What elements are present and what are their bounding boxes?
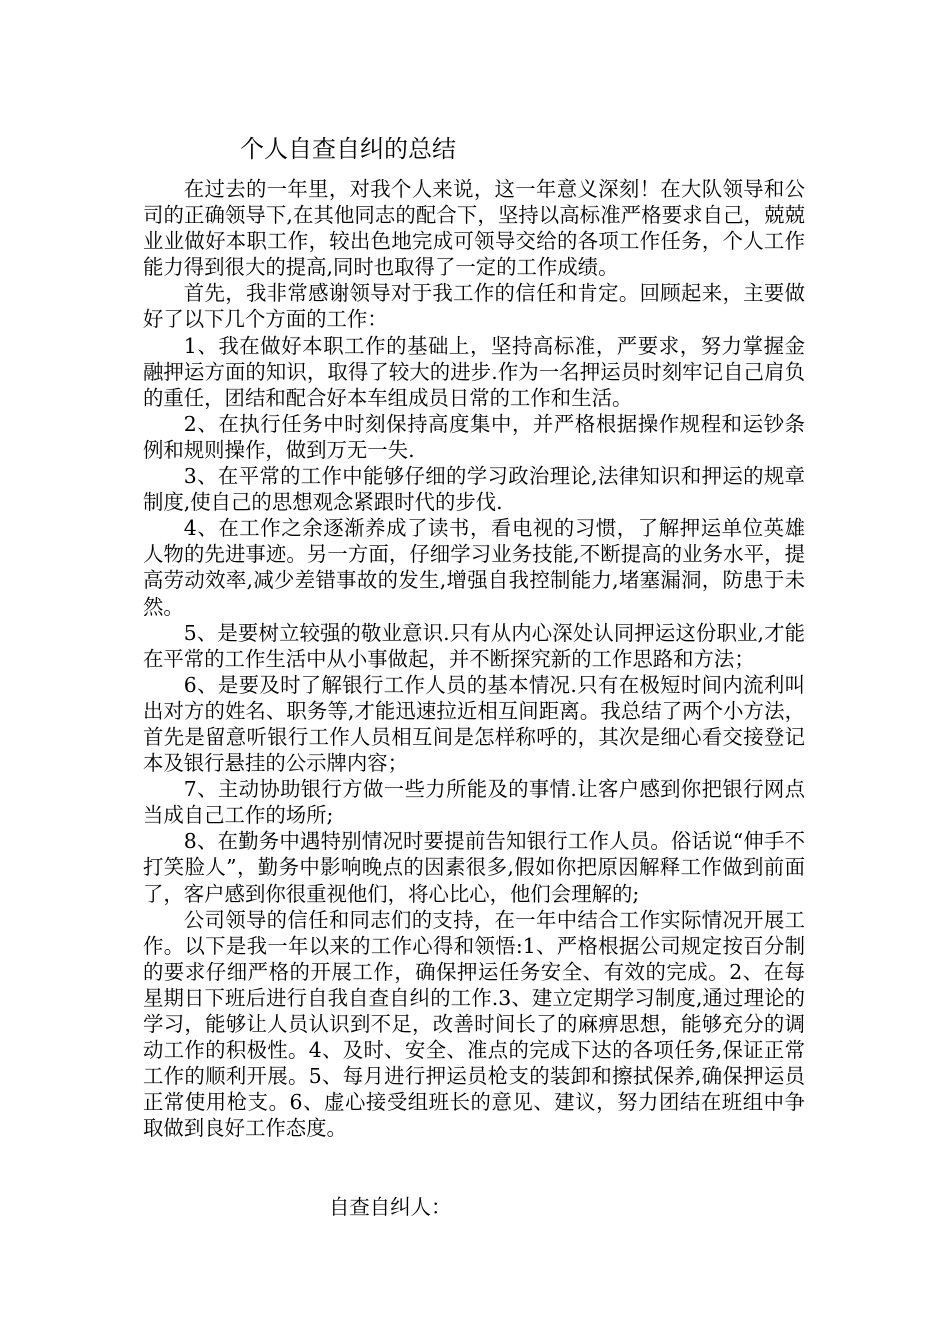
paragraph-intro: 在过去的一年里，对我个人来说，这一年意义深刻！在大队领导和公司的正确领导下,在其他同志的配合下，坚持以高标准严格要求自己，兢兢业业做好本职工作，较出色地完成可领导交给的各项工作任务，个人工作能力得到很大的提高,同时也取得了一定的工作成绩。 xyxy=(143,177,805,280)
document-title: 个人自查自纠的总结 xyxy=(240,135,456,163)
paragraph-conclusion: 公司领导的信任和同志们的支持，在一年中结合工作实际情况开展工作。以下是我一年以来的工作心得和领悟:1、严格根据公司规定按百分制的要求仔细严格的开展工作，确保押运任务安全、有效的完成。2、在每星期日下班后进行自我自查自纠的工作.3、建立定期学习制度,通过理论的学习，能够让人员认识到不足，改善时间长了的麻痹思想，能够充分的调动工作的积极性。4、及时、安全、准点的完成下达的各项任务,保证正常工作的顺利开展。5、每月进行押运员枪支的装卸和擦拭保养,确保押运员正常使用枪支。6、虚心接受组班长的意见、建议，努力团结在班组中争取做到良好工作态度。 xyxy=(143,907,805,1141)
paragraph-item-1: 1、我在做好本职工作的基础上，坚持高标准，严要求，努力掌握金融押运方面的知识，取得了较大的进步.作为一名押运员时刻牢记自己肩负的重任，团结和配合好本车组成员日常的工作和生活。 xyxy=(143,333,805,410)
paragraph-item-4: 4、在工作之余逐渐养成了读书，看电视的习惯，了解押运单位英雄人物的先进事迹。另一方面，仔细学习业务技能,不断提高的业务水平，提高劳动效率,减少差错事故的发生,增强自我控制能力,堵塞漏洞，防患于未然。 xyxy=(143,516,805,619)
signature-label: 自查自纠人： xyxy=(329,1195,452,1219)
paragraph-item-8: 8、在勤务中遇特别情况时要提前告知银行工作人员。俗话说“伸手不打笑脸人”，勤务中影响晚点的因素很多,假如你把原因解释工作做到前面了，客户感到你很重视他们，将心比心，他们会理解的; xyxy=(143,829,805,906)
paragraph-item-3: 3、在平常的工作中能够仔细的学习政治理论,法律知识和押运的规章制度,使自己的思想观念紧跟时代的步伐. xyxy=(143,464,805,515)
paragraph-item-6: 6、是要及时了解银行工作人员的基本情况.只有在极短时间内流利叫出对方的姓名、职务等,才能迅速拉近相互间距离。我总结了两个小方法，首先是留意听银行工作人员相互间是怎样称呼的，其次是细心看交接登记本及银行悬挂的公示牌内容； xyxy=(143,672,805,776)
paragraph-summary-lead: 首先，我非常感谢领导对于我工作的信任和肯定。回顾起来，主要做好了以下几个方面的工作： xyxy=(143,281,805,332)
paragraph-item-5: 5、是要树立较强的敬业意识.只有从内心深处认同押运这份职业,才能在平常的工作生活中从小事做起，并不断探究新的工作思路和方法； xyxy=(143,620,805,671)
document-body xyxy=(143,176,805,1141)
paragraph-item-2: 2、在执行任务中时刻保持高度集中，并严格根据操作规程和运钞条例和规则操作，做到万无一失. xyxy=(143,411,805,462)
paragraph-item-7: 7、主动协助银行方做一些力所能及的事情.让客户感到你把银行网点当成自己工作的场所; xyxy=(143,777,805,828)
